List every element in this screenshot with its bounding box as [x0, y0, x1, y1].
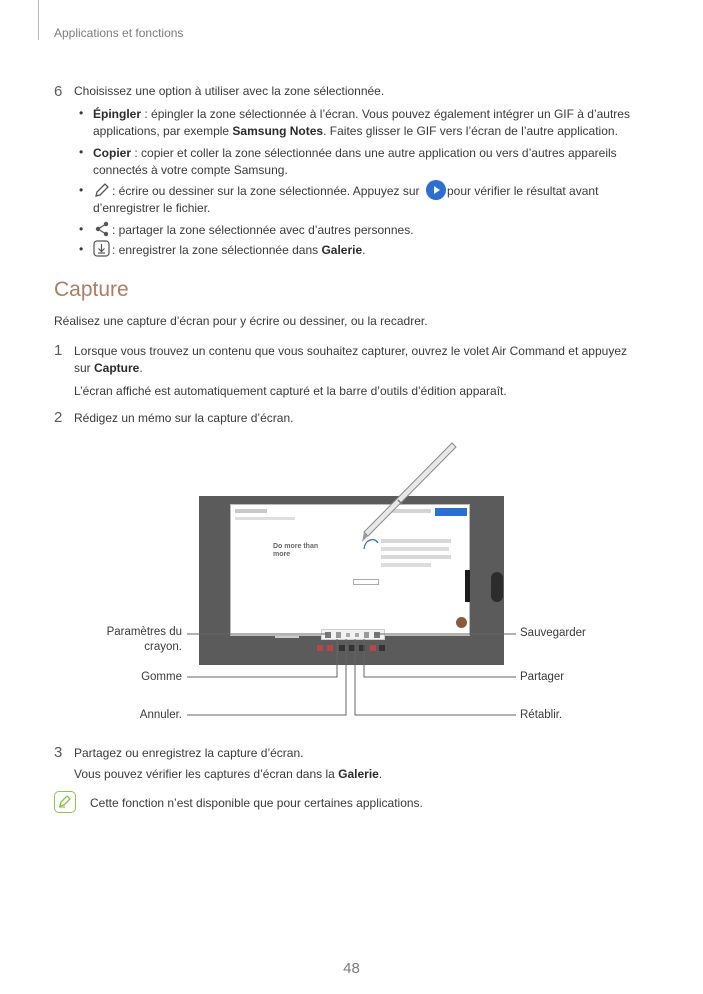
bullet-dot: • [79, 242, 84, 256]
text-span: . [362, 243, 366, 257]
callout-share: Partager [520, 671, 565, 683]
text-span: . [378, 767, 383, 781]
page-headline-line2: more [273, 551, 291, 558]
bullet-copier-line2: connectés à votre compte Samsung. [93, 163, 288, 177]
note-icon [54, 791, 76, 813]
step-3-line2 [74, 766, 382, 783]
text-span: : copier et coller la zone sélectionnée dans une autre application ou vers d’autres appareils [131, 146, 617, 160]
term-copier: Copier [93, 146, 132, 160]
bullet-dot: • [79, 145, 84, 159]
bullet-epingler-line1: : épingler la zone sélectionnée à l’écran. Vous pouvez également intégrer un GIF à d’autres [141, 107, 630, 121]
bullet-pen-line2: d’enregistrer le fichier. [93, 201, 211, 215]
section-title: Capture [54, 278, 129, 301]
term-samsung-notes: Samsung Notes [232, 124, 324, 138]
text-span: . Faites glisser le GIF vers l’écran de l’autre application. [323, 124, 618, 138]
step-3-number: 3 [54, 744, 63, 761]
note-text: Cette fonction n’est disponible que pour certaines applications. [90, 796, 423, 810]
bullet-pen-line1a: : écrire ou dessiner sur la zone sélectionnée. Appuyez sur [112, 184, 420, 198]
step-6-number: 6 [54, 83, 63, 100]
text-span: sur [74, 361, 95, 375]
callout-undo: Annuler. [139, 709, 182, 721]
callout-pen-settings-2: crayon. [144, 641, 182, 653]
callout-redo: Rétablir. [520, 709, 563, 721]
step-2-number: 2 [54, 409, 63, 426]
step-1-line3: L’écran affiché est automatiquement capturé et la barre d’outils d’édition apparaît. [74, 384, 507, 398]
header-title: Applications et fonctions [54, 26, 184, 40]
callout-eraser: Gomme [141, 671, 182, 683]
term-epingler: Épingler [93, 107, 142, 121]
step-3-line1: Partagez ou enregistrez la capture d’écran. [74, 746, 304, 760]
term-galerie: Galerie [338, 767, 379, 781]
text-span: applications, par exemple [93, 124, 233, 138]
step-2-text: Rédigez un mémo sur la capture d’écran. [74, 411, 294, 425]
step-6-text: Choisissez une option à utiliser avec la zone sélectionnée. [74, 84, 385, 98]
page-headline-line1: Do more than [273, 543, 319, 550]
term-galerie: Galerie [321, 243, 363, 257]
bullet-dot: • [79, 183, 84, 197]
page-number: 48 [343, 960, 360, 977]
step-1-line1: Lorsque vous trouvez un contenu que vous souhaitez capturer, ouvrez le volet Air Command et appuyez [74, 344, 627, 358]
text-span: . [139, 361, 143, 375]
step-1-number: 1 [54, 342, 63, 359]
bullet-dot: • [79, 222, 84, 236]
capture-intro: Réalisez une capture d’écran pour y écrire ou dessiner, ou la recadrer. [54, 314, 428, 328]
bullet-dot: • [79, 106, 84, 120]
callout-save: Sauvegarder [520, 627, 586, 639]
callout-pen-settings-1: Paramètres du [106, 626, 182, 638]
text-span: : enregistrer la zone sélectionnée dans [112, 243, 322, 257]
bullet-share-text: : partager la zone sélectionnée avec d’autres personnes. [112, 223, 414, 237]
term-capture: Capture [94, 361, 140, 375]
text-span: Vous pouvez vérifier les captures d’écran dans la [74, 767, 339, 781]
bullet-pen-line1b: pour vérifier le résultat avant [447, 184, 599, 198]
